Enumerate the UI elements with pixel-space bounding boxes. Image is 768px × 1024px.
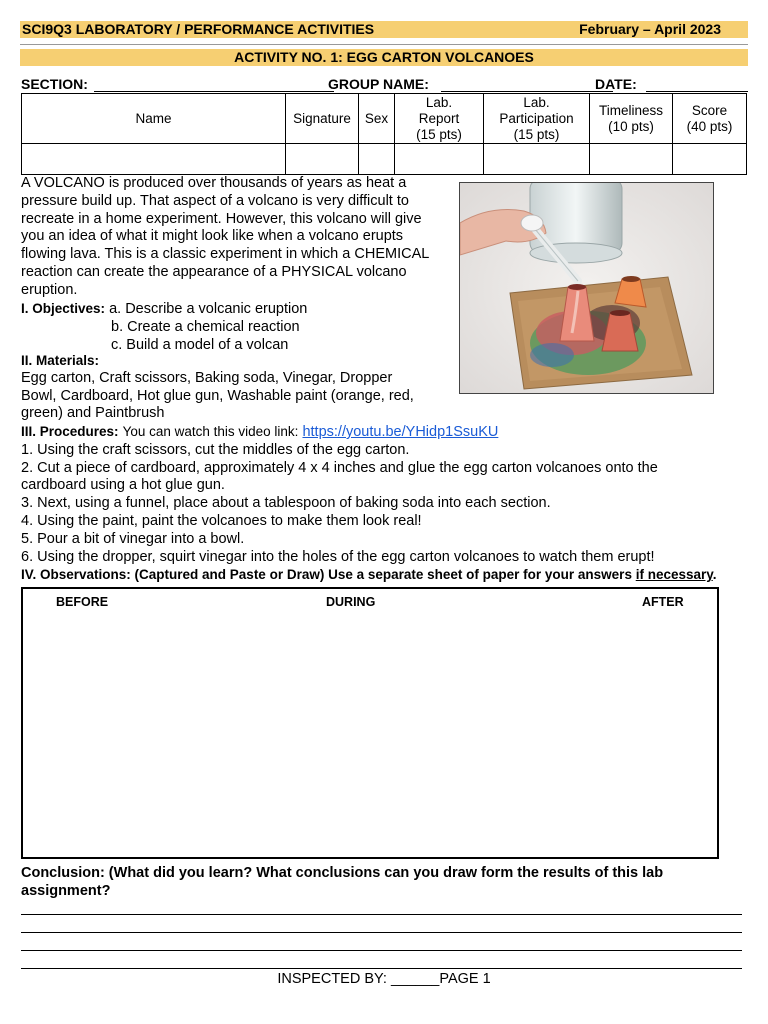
col-header-name: Name [22, 94, 286, 144]
volcano-photo-illustration [460, 183, 713, 393]
cell-signature[interactable] [286, 144, 359, 175]
observations-end: . [712, 567, 717, 583]
group-name-label: GROUP NAME: [328, 76, 429, 92]
procedure-step: 6. Using the dropper, squirt vinegar into the holes of the egg carton volcanoes to watch them erupt! [21, 548, 655, 565]
intro-line: you an idea of what it might look like when a volcano erupts [21, 228, 404, 245]
intro-line: A VOLCANO is produced over thousands of years as heat a [21, 175, 407, 191]
answer-line[interactable] [21, 968, 742, 969]
materials-section [21, 352, 414, 423]
activity-title: ACTIVITY NO. 1: EGG CARTON VOLCANOES [20, 49, 748, 66]
before-label: BEFORE [56, 595, 109, 609]
course-header-band [20, 21, 748, 38]
answer-line[interactable] [21, 914, 742, 915]
intro-line: reaction can create the appearance of a PHYSICAL volcano [21, 263, 407, 280]
intro-line: pressure build up. That aspect of a volcano is very difficult to [21, 192, 409, 209]
section-field[interactable] [94, 76, 334, 92]
objective-item: c. Build a model of a volcan [111, 336, 289, 353]
procedure-step: 2. Cut a piece of cardboard, approximately 4 x 4 inches and glue the egg carton volcanoes onto the [21, 459, 658, 476]
table-row [22, 144, 747, 175]
observations-heading: IV. Observations: (Captured and Paste or Draw) Use a separate sheet of paper for your answers if necessary. [21, 567, 717, 583]
intro-line: flowing lava. This is a classic experiment in which a CHEMICAL [21, 246, 430, 263]
procedure-step: 1. Using the craft scissors, cut the middles of the egg carton. [21, 441, 410, 458]
during-label: DURING [326, 595, 376, 609]
intro-line: recreate in a home experiment. However, this volcano will give [21, 210, 422, 227]
materials-heading: II. Materials: [21, 353, 100, 368]
intro-paragraph [21, 175, 429, 300]
conclusion-prompt: Conclusion: (What did you learn? What conclusions can you draw form the results of this lab assignment? [21, 865, 664, 899]
cell-sex[interactable] [359, 144, 395, 175]
col-header-sex: Sex [359, 94, 395, 144]
materials-line: green) and Paintbrush [21, 405, 165, 422]
cell-score[interactable] [673, 144, 747, 175]
date-field[interactable] [646, 76, 748, 92]
col-header-lab-report: Lab. Report (15 pts) [395, 94, 484, 144]
materials-line: Bowl, Cardboard, Hot glue gun, Washable paint (orange, red, [21, 387, 414, 404]
objectives-section [21, 300, 307, 354]
objective-item: a. Describe a volcanic eruption [109, 301, 308, 317]
after-label: AFTER [642, 595, 684, 609]
section-label: SECTION: [21, 76, 88, 92]
procedure-step: 4. Using the paint, paint the volcanoes to make them look real! [21, 512, 422, 529]
materials-line: Egg carton, Craft scissors, Baking soda, Vinegar, Dropper [21, 369, 393, 386]
col-header-score: Score (40 pts) [673, 94, 747, 144]
video-link[interactable]: https://youtu.be/YHidp1SsuKU [302, 424, 499, 440]
school-period: February – April 2023 [579, 21, 721, 37]
header-divider [20, 44, 748, 45]
date-label: DATE: [595, 76, 637, 92]
member-table [21, 93, 747, 175]
answer-line[interactable] [21, 950, 742, 951]
course-title: SCI9Q3 LABORATORY / PERFORMANCE ACTIVITIES [22, 21, 375, 37]
volcano-experiment-photo [459, 182, 714, 394]
cell-lab-report[interactable] [395, 144, 484, 175]
intro-line: eruption. [21, 281, 78, 298]
col-header-signature: Signature [286, 94, 359, 144]
objectives-heading: I. Objectives: [21, 301, 106, 316]
col-header-timeliness: Timeliness (10 pts) [590, 94, 673, 144]
procedures-intro: You can watch this video link: [122, 424, 299, 439]
col-header-lab-participation: Lab. Participation (15 pts) [484, 94, 590, 144]
objective-item: b. Create a chemical reaction [111, 318, 300, 335]
cell-name[interactable] [22, 144, 286, 175]
page-footer: INSPECTED BY: ______PAGE 1 [277, 971, 491, 987]
table-header-row [22, 94, 747, 144]
procedure-step: 5. Pour a bit of vinegar into a bowl. [21, 530, 245, 547]
procedures-heading: III. Procedures: [21, 424, 119, 439]
observations-emphasis: if necessary [635, 567, 713, 583]
cell-timeliness[interactable] [590, 144, 673, 175]
procedure-step: 3. Next, using a funnel, place about a tablespoon of baking soda into each section. [21, 495, 551, 512]
answer-line[interactable] [21, 932, 742, 933]
procedure-step: cardboard using a hot glue gun. [21, 477, 225, 494]
group-name-field[interactable] [441, 76, 613, 92]
observations-box[interactable] [21, 587, 719, 859]
cell-lab-participation[interactable] [484, 144, 590, 175]
procedures-section [21, 423, 717, 584]
